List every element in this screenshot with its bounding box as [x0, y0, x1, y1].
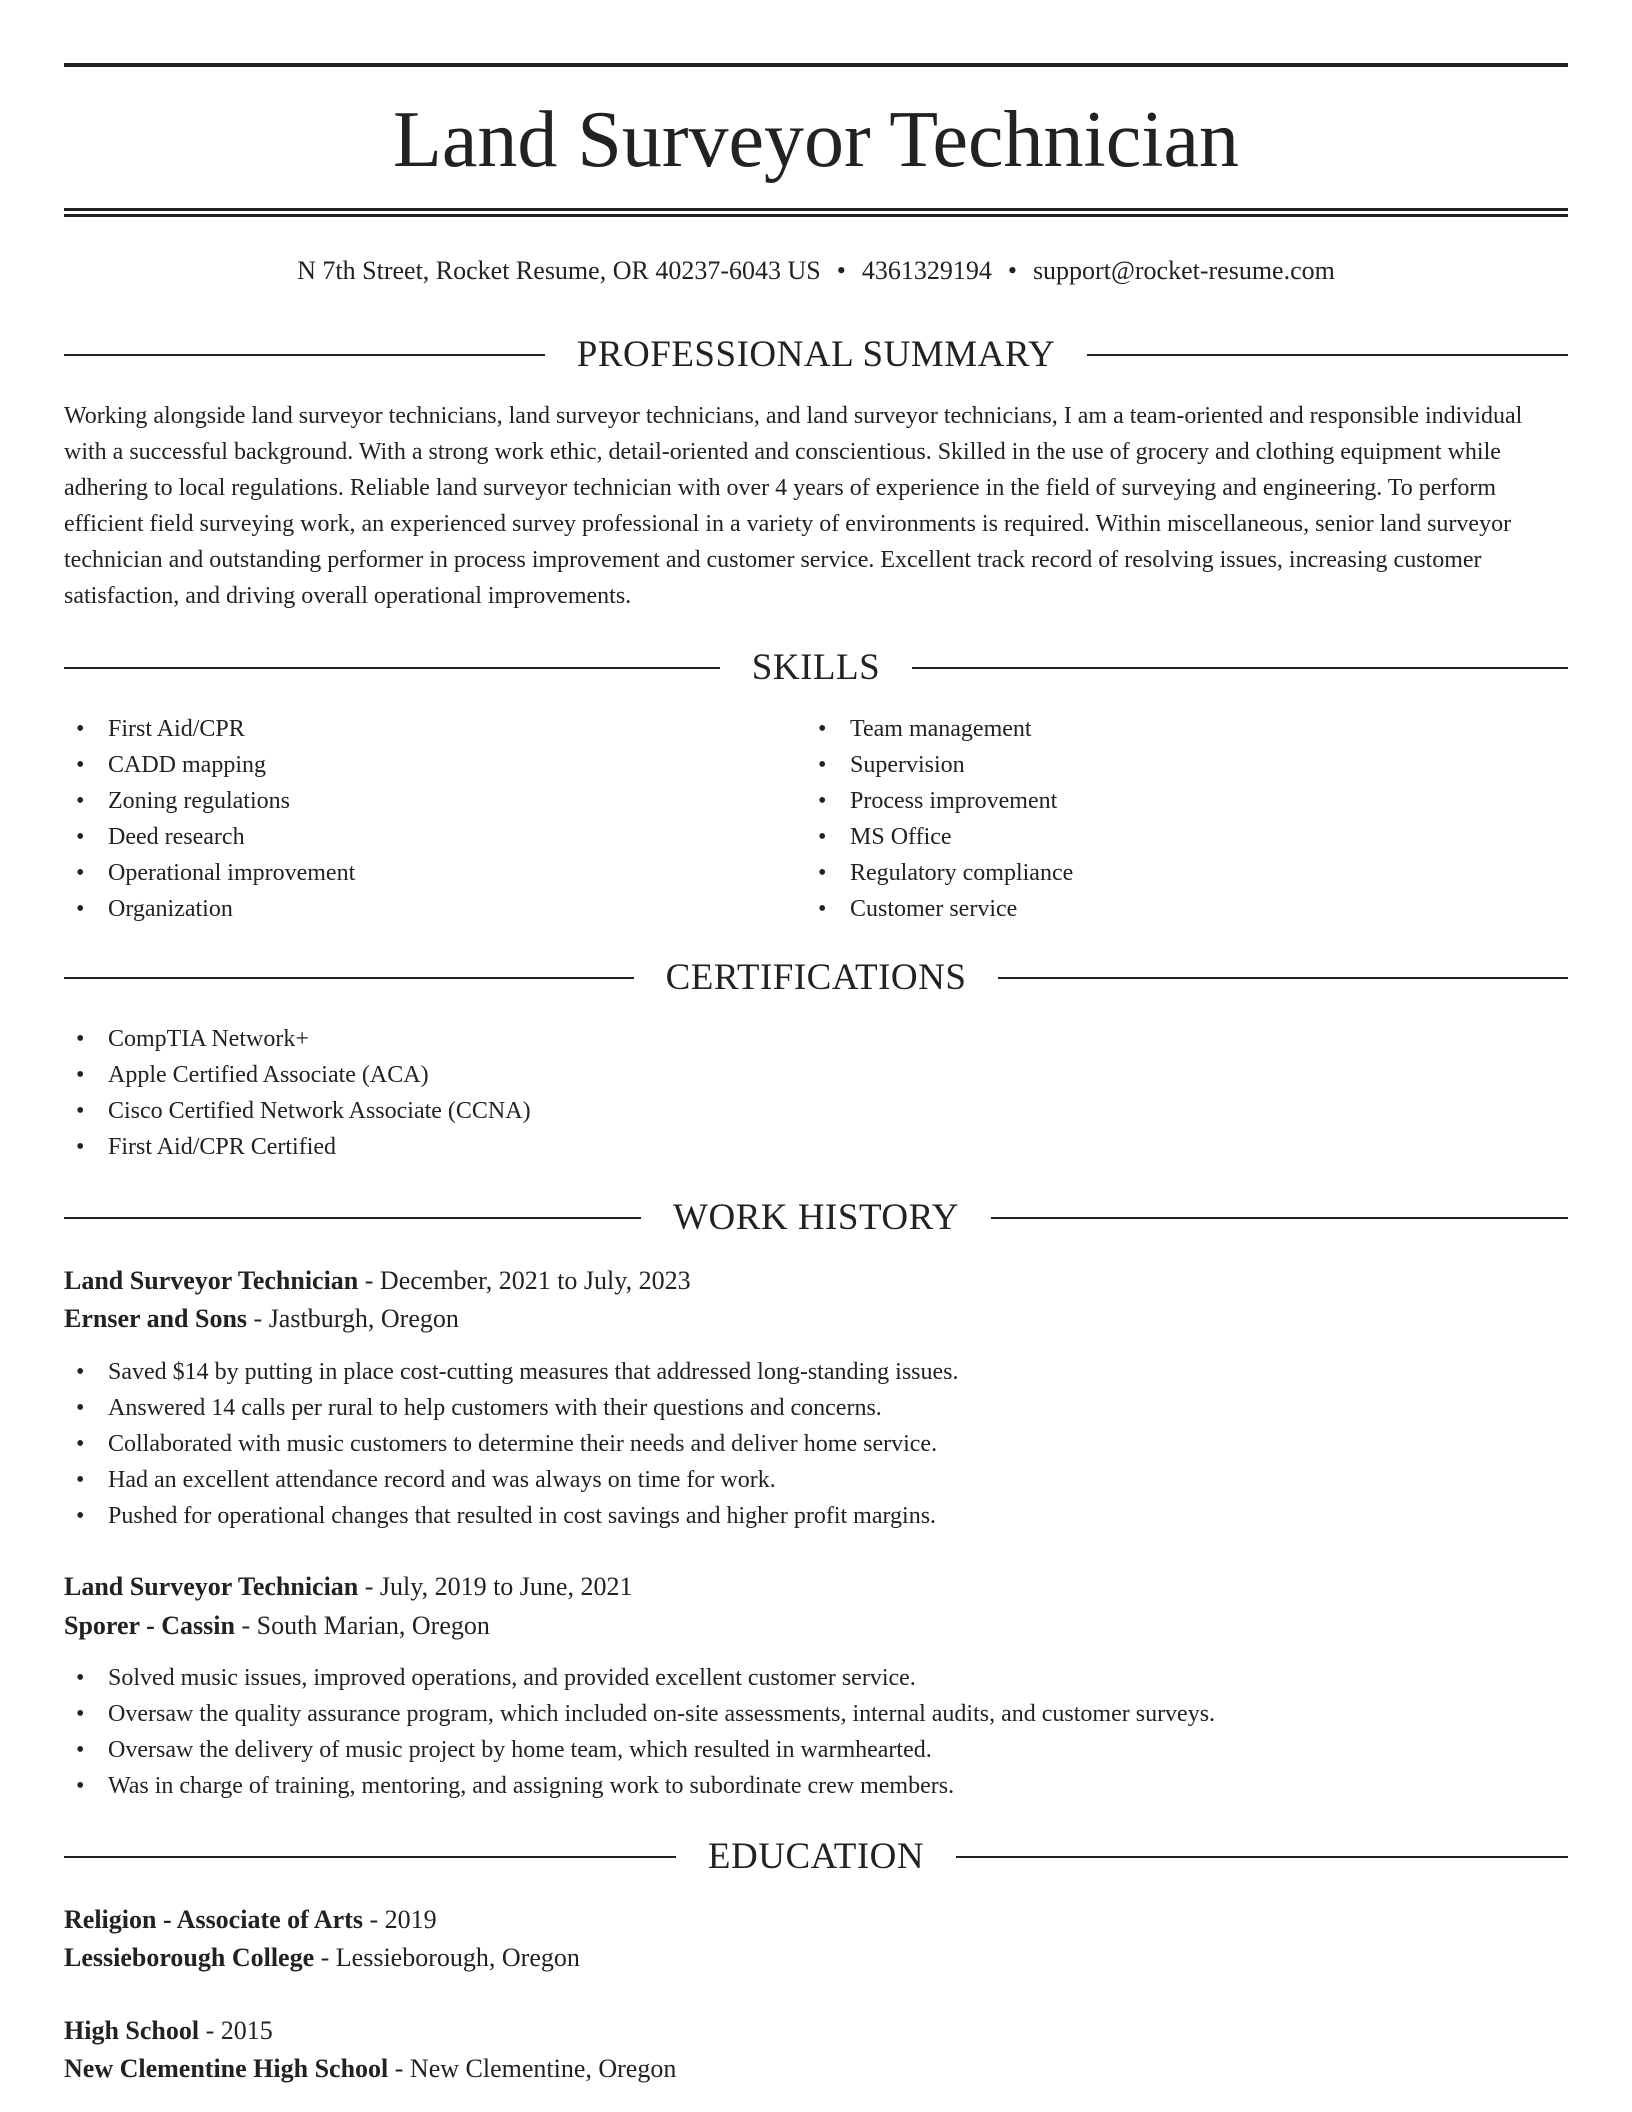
certifications-heading-text: CERTIFICATIONS: [665, 957, 967, 998]
summary-text: Working alongside land surveyor technicians, land surveyor technicians, and land surveyor technicians, I am a team-oriented and responsible individual with a successful background. With a strong work ethic, detail-oriented and conscientious. Skilled in the use of grocery and clothing equipment while adhering to local regulations. Reliable land surveyor technician with over 4 years of experience in the field of surveying and engineering. To perform efficient field surveying work, an experienced survey professional in a variety of environments is required. Within miscellaneous, senior land surveyor technician and outstanding performer in process improvement and customer service. Excellent track record of resolving issues, increasing customer satisfaction, and driving overall operational improvements.: [64, 403, 1523, 609]
skill-item: • Organization: [64, 891, 764, 927]
education-school: New Clementine High School: [64, 2054, 389, 2083]
education-year: - 2019: [362, 1905, 437, 1934]
header-double-rule: [64, 208, 1568, 217]
work-history-heading-text: WORK HISTORY: [673, 1197, 959, 1238]
skills-list-left: [64, 711, 764, 927]
education-school: Lessieborough College: [64, 1943, 315, 1972]
skills-list-right: [806, 711, 1506, 927]
job-dates: - July, 2019 to June, 2021: [358, 1572, 633, 1601]
job-bullet: • Pushed for operational changes that resulted in cost savings and higher profit margins.: [64, 1498, 1564, 1534]
heading-rule-left: [64, 354, 545, 356]
job-company: Sporer - Cassin: [64, 1611, 235, 1640]
job-bullet: • Saved $14 by putting in place cost-cutting measures that addressed long-standing issues.: [64, 1354, 1564, 1390]
certification-item: • Apple Certified Associate (ACA): [64, 1057, 1464, 1093]
heading-rule-left: [64, 1856, 676, 1858]
summary-heading-text: PROFESSIONAL SUMMARY: [576, 334, 1056, 375]
certification-item: • CompTIA Network+: [64, 1021, 1464, 1057]
skill-item: • CADD mapping: [64, 747, 764, 783]
certifications-list: [64, 1021, 1464, 1165]
heading-rule-right: [998, 977, 1568, 979]
education-school-line: [64, 1939, 580, 1977]
heading-rule-right: [991, 1217, 1568, 1219]
job-bullets: [64, 1354, 1564, 1534]
education-degree-line: [64, 1901, 437, 1939]
contact-separator: •: [836, 256, 846, 285]
heading-rule-right: [912, 667, 1568, 669]
certification-item: • Cisco Certified Network Associate (CCNA): [64, 1093, 1464, 1129]
job-company: Ernser and Sons: [64, 1304, 248, 1333]
job-title-line: [64, 1262, 691, 1300]
top-rule: [64, 63, 1568, 67]
certifications-heading: [64, 956, 1568, 1000]
contact-phone: 4361329194: [861, 256, 992, 285]
skill-item: • Deed research: [64, 819, 764, 855]
skills-heading: [64, 646, 1568, 690]
job-bullet: • Was in charge of training, mentoring, and assigning work to subordinate crew members.: [64, 1768, 1564, 1804]
skill-item: • Customer service: [806, 891, 1506, 927]
skill-item: • Process improvement: [806, 783, 1506, 819]
job-title: Land Surveyor Technician: [64, 1572, 359, 1601]
contact-line: [64, 253, 1568, 289]
job-title-line: [64, 1568, 632, 1606]
job-title: Land Surveyor Technician: [64, 1266, 359, 1295]
work-history-heading: [64, 1196, 1568, 1240]
certification-item: • First Aid/CPR Certified: [64, 1129, 1464, 1165]
contact-address: N 7th Street, Rocket Resume, OR 40237-6043 US: [297, 256, 821, 285]
resume-name: Land Surveyor Technician: [393, 96, 1239, 184]
job-bullet: • Oversaw the quality assurance program, which included on-site assessments, internal audits, and customer surveys.: [64, 1696, 1564, 1732]
education-heading: [64, 1835, 1568, 1879]
education-year: - 2015: [199, 2016, 273, 2045]
heading-rule-right: [1087, 354, 1568, 356]
education-heading-text: EDUCATION: [707, 1836, 925, 1877]
heading-rule-right: [956, 1856, 1568, 1858]
job-bullet: • Oversaw the delivery of music project by home team, which resulted in warmhearted.: [64, 1732, 1564, 1768]
heading-rule-left: [64, 1217, 641, 1219]
job-dates: - December, 2021 to July, 2023: [358, 1266, 691, 1295]
heading-rule-left: [64, 977, 634, 979]
skill-item: • MS Office: [806, 819, 1506, 855]
job-bullet: • Solved music issues, improved operations, and provided excellent customer service.: [64, 1660, 1564, 1696]
skill-item: • Team management: [806, 711, 1506, 747]
education-location: - Lessieborough, Oregon: [314, 1943, 580, 1972]
skills-heading-text: SKILLS: [751, 647, 881, 688]
skill-item: • Supervision: [806, 747, 1506, 783]
job-company-line: [64, 1607, 490, 1645]
skill-item: • Regulatory compliance: [806, 855, 1506, 891]
contact-separator: •: [1007, 256, 1017, 285]
education-degree: High School: [64, 2016, 200, 2045]
skill-item: • Zoning regulations: [64, 783, 764, 819]
education-degree-line: [64, 2012, 273, 2050]
skill-item: • Operational improvement: [64, 855, 764, 891]
education-degree: Religion - Associate of Arts: [64, 1905, 363, 1934]
heading-rule-left: [64, 667, 720, 669]
contact-email: support@rocket-resume.com: [1032, 256, 1335, 285]
job-bullet: • Collaborated with music customers to determine their needs and deliver home service.: [64, 1426, 1564, 1462]
job-location: - South Marian, Oregon: [234, 1611, 490, 1640]
education-school-line: [64, 2050, 676, 2088]
job-location: - Jastburgh, Oregon: [247, 1304, 459, 1333]
summary-heading: [64, 333, 1568, 377]
job-bullets: [64, 1660, 1564, 1804]
education-location: - New Clementine, Oregon: [388, 2054, 677, 2083]
job-company-line: [64, 1300, 459, 1338]
job-bullet: • Answered 14 calls per rural to help customers with their questions and concerns.: [64, 1390, 1564, 1426]
job-bullet: • Had an excellent attendance record and was always on time for work.: [64, 1462, 1564, 1498]
skill-item: • First Aid/CPR: [64, 711, 764, 747]
